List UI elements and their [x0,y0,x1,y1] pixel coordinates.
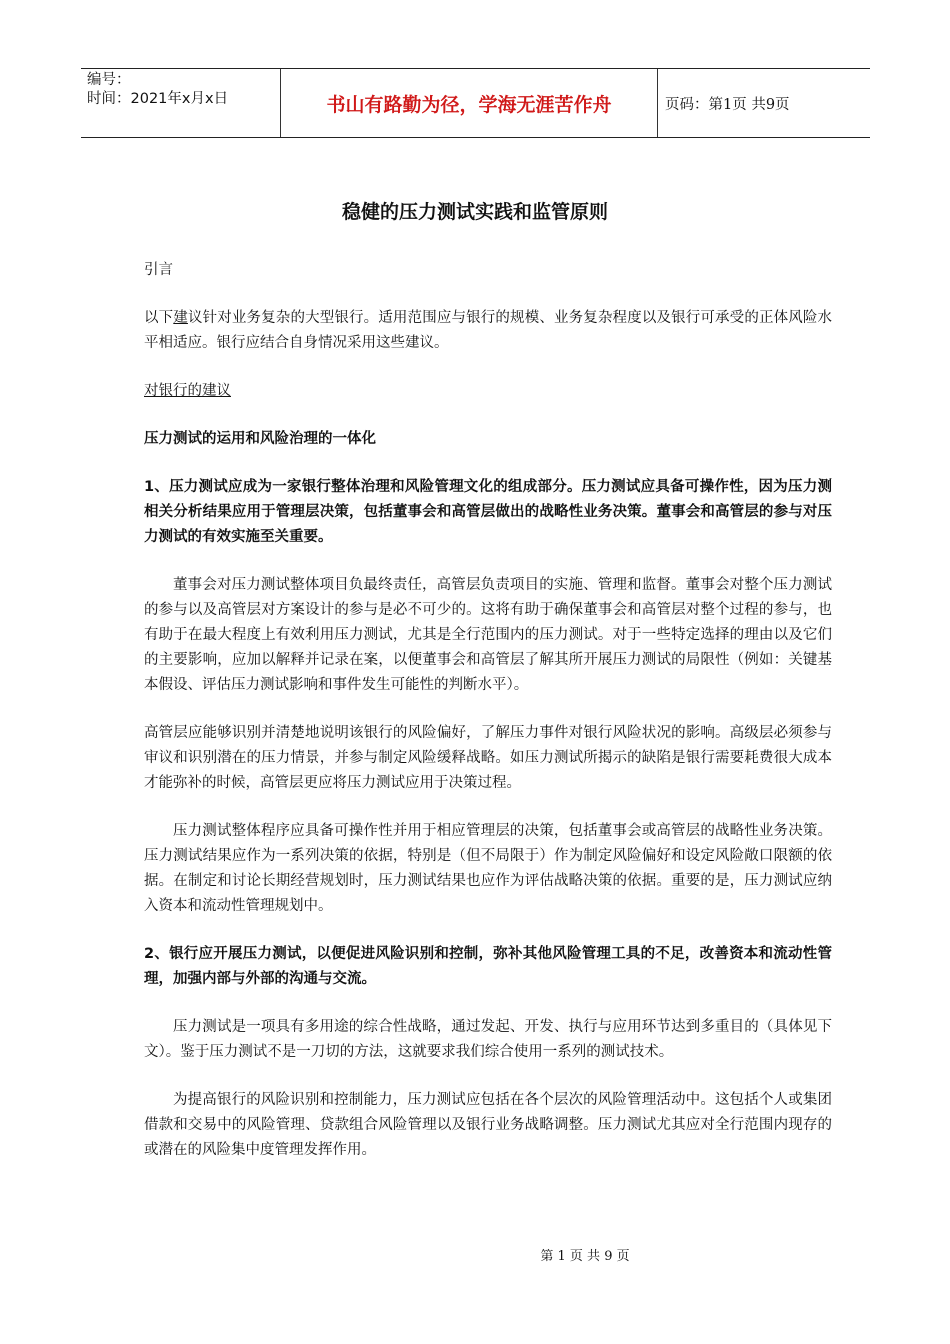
document-body [144,258,832,1163]
document-header [81,68,870,138]
document-title: 稳健的压力测试实践和监管原则 [341,201,608,223]
header-meta [81,69,281,137]
intro-text-rest: 议针对业务复杂的大型银行。适用范围应与银行的规模、业务复杂程度以及银行可承受的正体风险水平相适应。银行应结合自身情况采用这些建议。 [144,310,833,351]
paragraph-4: 压力测试是一项具有多用途的综合性战略，通过发起、开发、执行与应用环节达到多重目的（具体见下文）。鉴于压力测试不是一刀切的方法，这就要求我们综合使用一系列的测试技术。 [144,1019,832,1060]
intro-paragraph [144,306,832,356]
subsection-heading: 压力测试的运用和风险治理的一体化 [144,431,376,447]
paragraph-1: 董事会对压力测试整体项目负最终责任，高管层负责项目的实施、管理和监督。董事会对整个压力测试的参与以及高管层对方案设计的参与是必不可少的。这将有助于确保董事会和高管层对整个过程的参与，也有助于在最大程度上有效利用压力测试，尤其是全行范围内的压力测试。对于一些特定选择的理由以及它们的主要影响，应加以解释并记录在案，以便董事会和高管层了解其所开展压力测试的局限性（例如：关键基本假设、评估压力测试影响和事件发生可能性的判断水平）。 [144,577,832,693]
intro-underlined-text: 建 [173,310,188,326]
paragraph-3: 压力测试整体程序应具备可操作性并用于相应管理层的决策，包括董事会或高管层的战略性业务决策。压力测试结果应作为一系列决策的依据，特别是（但不局限于）作为制定风险偏好和设定风险敞口限额的依据。在制定和讨论长期经营规划时，压力测试结果也应作为评估战略决策的依据。重要的是，压力测试应纳入资本和流动性管理规划中。 [144,823,832,914]
paragraph-5: 为提高银行的风险识别和控制能力，压力测试应包括在各个层次的风险管理活动中。这包括个人或集团借款和交易中的风险管理、贷款组合风险管理以及银行业务战略调整。压力测试尤其应对全行范围内现存的或潜在的风险集中度管理发挥作用。 [144,1092,832,1158]
intro-text-start: 以下 [144,310,174,326]
document-number-label: 编号： [87,72,131,88]
intro-heading: 引言 [144,262,173,278]
point-1: 1、压力测试应成为一家银行整体治理和风险管理文化的组成部分。压力测试应具备可操作性，因为压力测相关分析结果应用于管理层决策，包括董事会和高管层做出的战略性业务决策。董事会和高管层的参与对压力测试的有效实施至关重要。 [144,479,832,545]
point-2: 2、银行应开展压力测试，以便促进风险识别和控制，弥补其他风险管理工具的不足，改善资本和流动性管理，加强内部与外部的沟通与交流。 [144,946,832,987]
header-motto: 书山有路勤为径，学海无涯苦作舟 [281,69,658,137]
paragraph-2: 高管层应能够识别并清楚地说明该银行的风险偏好，了解压力事件对银行风险状况的影响。高级层必须参与审议和识别潜在的压力情景，并参与制定风险缓释战略。如压力测试所揭示的缺陷是银行需要耗费很大成本才能弥补的时候，高管层更应将压力测试应用于决策过程。 [144,725,832,791]
header-page-info: 页码：第1页 共9页 [665,96,790,113]
document-time-label: 时间：2021年x月x日 [87,91,229,107]
page-footer: 第 1 页 共 9 页 [540,1249,630,1264]
section-heading: 对银行的建议 [144,383,231,399]
